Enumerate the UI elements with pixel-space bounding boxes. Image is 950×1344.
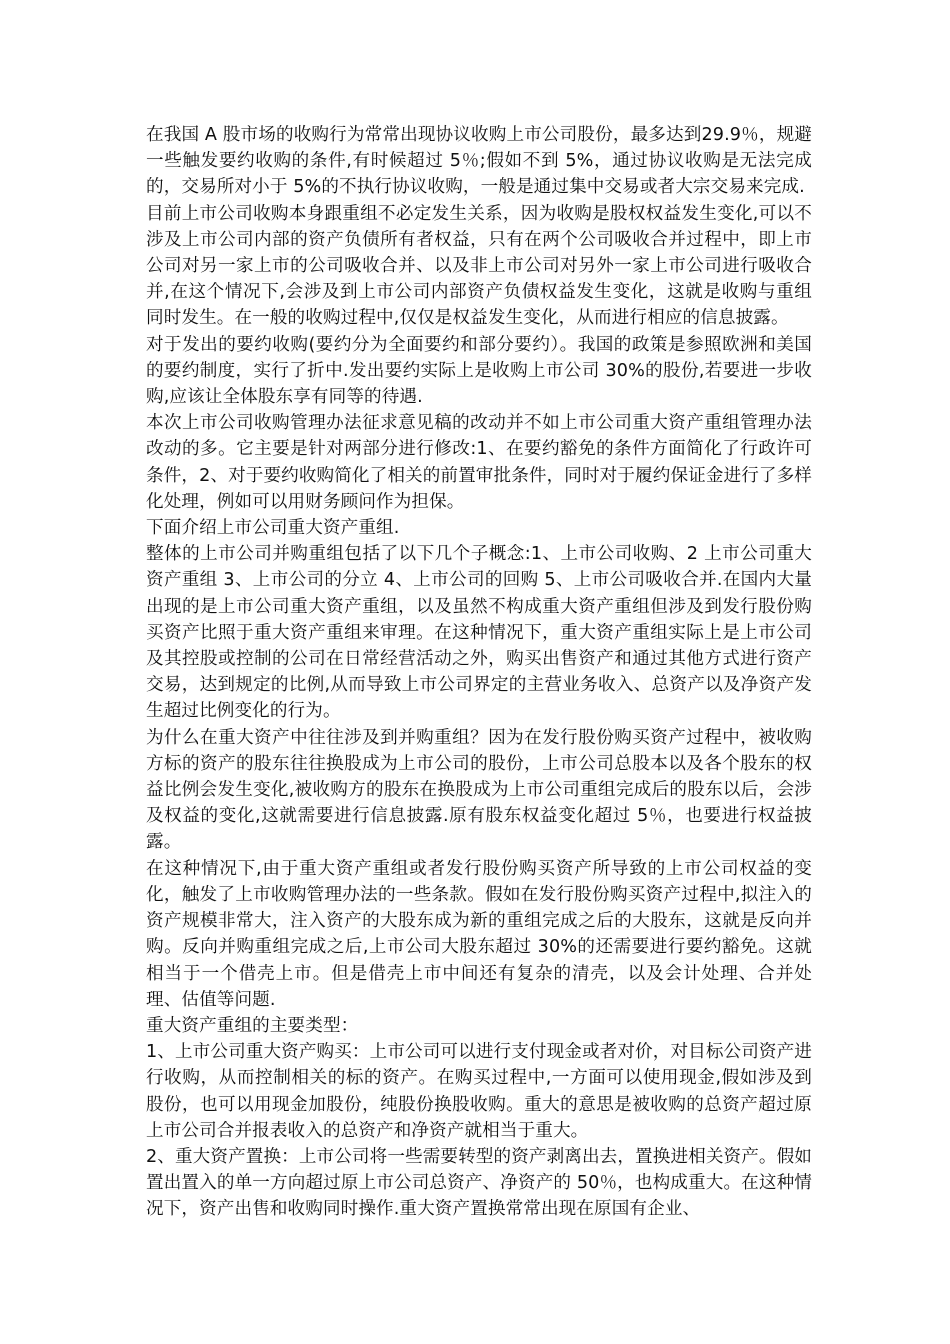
- paragraph-acquisition-vs-restructuring: 目前上市公司收购本身跟重组不必定发生关系，因为收购是股权权益发生变化,可以不涉及上市公司内部的资产负债所有者权益，只有在两个公司吸收合并过程中，即上市公司对另一家上市的公司吸收合并、以及非上市公司对另外一家上市公司进行吸收合并,在这个情况下,会涉及到上市公司内部资产负债权益发生变化，这就是收购与重组同时发生。在一般的收购过程中,仅仅是权益发生变化，从而进行相应的信息披露。: [146, 203, 812, 329]
- paragraph-tender-offer: 对于发出的要约收购(要约分为全面要约和部分要约）。我国的政策是参照欧洲和美国的要约制度，实行了折中.发出要约实际上是收购上市公司 30%的股份,若要进一步收购,应该让全体股东享有同等的待遇.: [146, 334, 812, 408]
- paragraph-type-swap: 2、重大资产置换：上市公司将一些需要转型的资产剥离出去，置换进相关资产。假如置出置入的单一方向超过原上市公司总资产、净资产的 50％，也构成重大。在这种情况下，资产出售和收购同时操作.重大资产置换常常出现在原国有企业、: [146, 1146, 812, 1220]
- paragraph-why-mergers: 为什么在重大资产中往往涉及到并购重组？因为在发行股份购买资产过程中，被收购方标的资产的股东往往换股成为上市公司的股份，上市公司总股本以及各个股东的权益比例会发生变化,被收购方的股东在换股成为上市公司重组完成后的股东以后，会涉及权益的变化,这就需要进行信息披露.原有股东权益变化超过 5％，也要进行权益披露。: [146, 727, 812, 853]
- paragraph-sub-concepts: 整体的上市公司并购重组包括了以下几个子概念:1、上市公司收购、2 上市公司重大资产重组 3、上市公司的分立 4、上市公司的回购 5、上市公司吸收合并.在国内大量出现的是上市公司重大资产重组，以及虽然不构成重大资产重组但涉及到发行股份购买资产比照于重大资产重组来审理。在这种情况下，重大资产重组实际上是上市公司及其控股或控制的公司在日常经营活动之外，购买出售资产和通过其他方式进行资产交易，达到规定的比例,从而导致上市公司界定的主营业务收入、总资产以及净资产发生超过比例变化的行为。: [146, 544, 812, 722]
- paragraph-intro-major-restructuring: 下面介绍上市公司重大资产重组.: [146, 518, 400, 539]
- paragraph-agreement-acquisition: 在我国 A 股市场的收购行为常常出现协议收购上市公司股份，最多达到29.9％，规避一些触发要约收购的条件,有时候超过 5％;假如不到 5%，通过协议收购是无法完成的，交易所对小于 5%的不执行协议收购，一般是通过集中交易或者大宗交易来完成.: [146, 125, 812, 198]
- paragraph-type-purchase: 1、上市公司重大资产购买：上市公司可以进行支付现金或者对价，对目标公司资产进行收购，从而控制相关的标的资产。在购买过程中,一方面可以使用现金,假如涉及到股份，也可以用现金加股份，纯股份换股收购。重大的意思是被收购的总资产超过原上市公司合并报表收入的总资产和净资产就相当于重大。: [146, 1042, 812, 1141]
- paragraph-draft-revision: 本次上市公司收购管理办法征求意见稿的改动并不如上市公司重大资产重组管理办法改动的多。它主要是针对两部分进行修改:1、在要约豁免的条件方面简化了行政许可条件，2、对于要约收购简化了相关的前置审批条件，同时对于履约保证金进行了多样化处理，例如可以用财务顾问作为担保。: [146, 413, 812, 512]
- document-body: [146, 122, 812, 1223]
- paragraph-reverse-merger: 在这种情况下,由于重大资产重组或者发行股份购买资产所导致的上市公司权益的变化，触发了上市收购管理办法的一些条款。假如在发行股份购买资产过程中,拟注入的资产规模非常大，注入资产的大股东成为新的重组完成之后的大股东，这就是反向并购。反向并购重组完成之后,上市公司大股东超过 30%的还需要进行要约豁免。这就相当于一个借壳上市。但是借壳上市中间还有复杂的清壳，以及会计处理、合并处理、估值等问题.: [146, 858, 812, 1010]
- paragraph-types-heading: 重大资产重组的主要类型：: [146, 1015, 359, 1036]
